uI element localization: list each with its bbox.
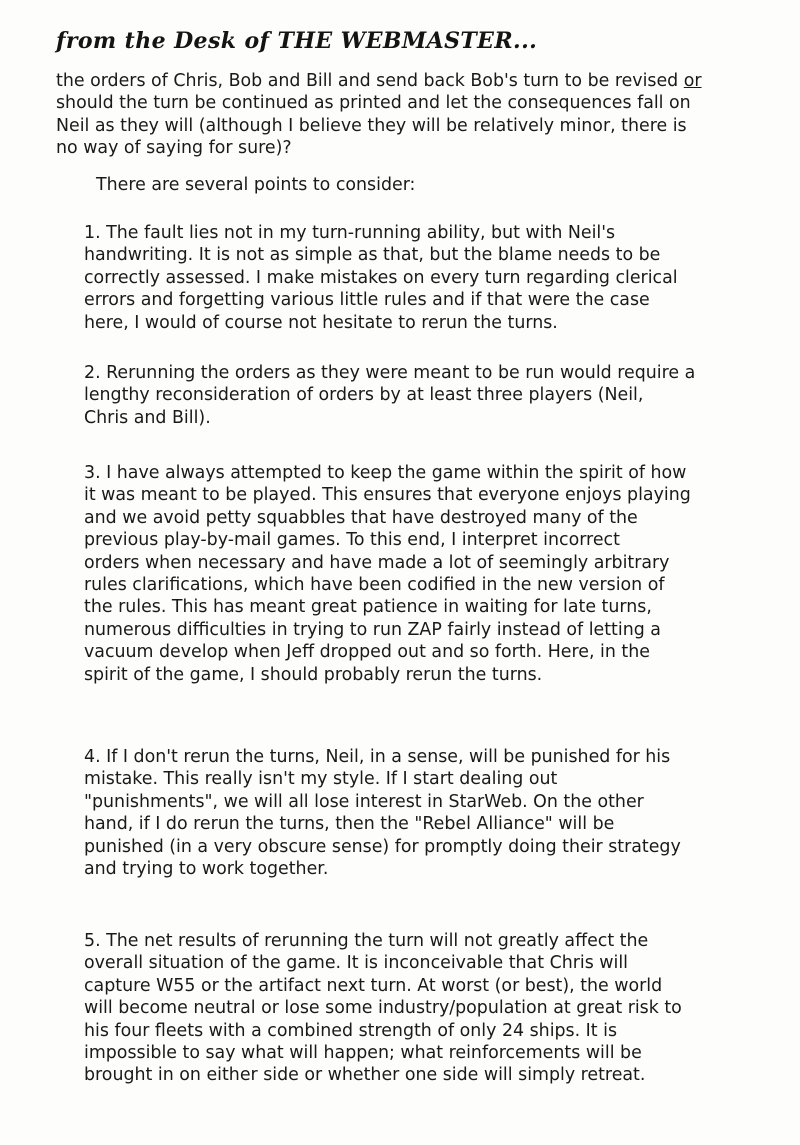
text-line: correctly assessed. I make mistakes on every turn regarding clerical: [84, 267, 678, 288]
text-line: Neil as they will (although I believe they will be relatively minor, there is: [56, 115, 687, 136]
text-line: lengthy reconsideration of orders by at least three players (Neil,: [84, 385, 644, 406]
text-line: vacuum develop when Jeff dropped out and so forth. Here, in the: [84, 642, 650, 663]
text-line: hand, if I do rerun the turns, then the "Rebel Alliance" will be: [84, 814, 615, 835]
text-line: will become neutral or lose some industry/population at great risk to: [84, 998, 682, 1019]
text-line: rules clarifications, which have been codified in the new version of: [84, 575, 665, 596]
point-2-paragraph: [84, 362, 734, 429]
text-line: brought in on either side or whether one side will simply retreat.: [84, 1065, 646, 1086]
text-line: punished (in a very obscure sense) for promptly doing their strategy: [84, 836, 681, 857]
text-line: previous play-by-mail games. To this end, I interpret incorrect: [84, 530, 620, 551]
text-line: and we avoid petty squabbles that have destroyed many of the: [84, 507, 638, 528]
text-line: "punishments", we will all lose interest in StarWeb. On the other: [84, 791, 644, 812]
text-line: 2. Rerunning the orders as they were meant to be run would require a: [84, 363, 696, 383]
text-line: capture W55 or the artifact next turn. At worst (or best), the world: [84, 975, 663, 996]
text-line: orders when necessary and have made a lot of seemingly arbitrary: [84, 552, 670, 573]
point-1-paragraph: [84, 222, 734, 334]
point-5-paragraph: [84, 930, 734, 1087]
text-line: 4. If I don't rerun the turns, Neil, in a sense, will be punished for his: [84, 747, 671, 767]
text-line: impossible to say what will happen; what reinforcements will be: [84, 1043, 642, 1064]
text-line: [56, 70, 746, 92]
underlined-word: or: [683, 71, 702, 91]
text-span: the orders of Chris, Bob and Bill and send back Bob's turn to be revised: [56, 71, 679, 91]
text-line: no way of saying for sure)?: [56, 138, 292, 159]
text-line: 5. The net results of rerunning the turn will not greatly affect the: [84, 931, 649, 951]
text-line: 1. The fault lies not in my turn-running ability, but with Neil's: [84, 223, 616, 243]
text-line: spirit of the game, I should probably rerun the turns.: [84, 664, 543, 685]
text-line: it was meant to be played. This ensures that everyone enjoys playing: [84, 485, 691, 506]
text-line: errors and forgetting various little rules and if that were the case: [84, 290, 650, 311]
text-line: 3. I have always attempted to keep the game within the spirit of how: [84, 463, 687, 483]
point-4-paragraph: [84, 746, 734, 880]
text-line: There are several points to consider:: [96, 175, 416, 195]
text-line: should the turn be continued as printed and let the consequences fall on: [56, 93, 691, 114]
text-line: the rules. This has meant great patience in waiting for late turns,: [84, 597, 652, 618]
text-line: mistake. This really isn't my style. If I start dealing out: [84, 769, 558, 790]
intro-paragraph: [56, 70, 746, 160]
page-heading: from the Desk of THE WEBMASTER...: [56, 28, 538, 54]
text-line: Chris and Bill).: [84, 407, 211, 428]
text-line: here, I would of course not hesitate to rerun the turns.: [84, 312, 558, 333]
point-3-paragraph: [84, 462, 734, 686]
text-line: numerous difficulties in trying to run ZAP fairly instead of letting a: [84, 619, 661, 640]
text-line: his four fleets with a combined strength of only 24 ships. It is: [84, 1020, 618, 1041]
text-line: and trying to work together.: [84, 859, 329, 880]
text-line: handwriting. It is not as simple as that, but the blame needs to be: [84, 245, 661, 266]
text-line: overall situation of the game. It is inconceivable that Chris will: [84, 953, 629, 974]
lead-paragraph: [96, 174, 786, 196]
